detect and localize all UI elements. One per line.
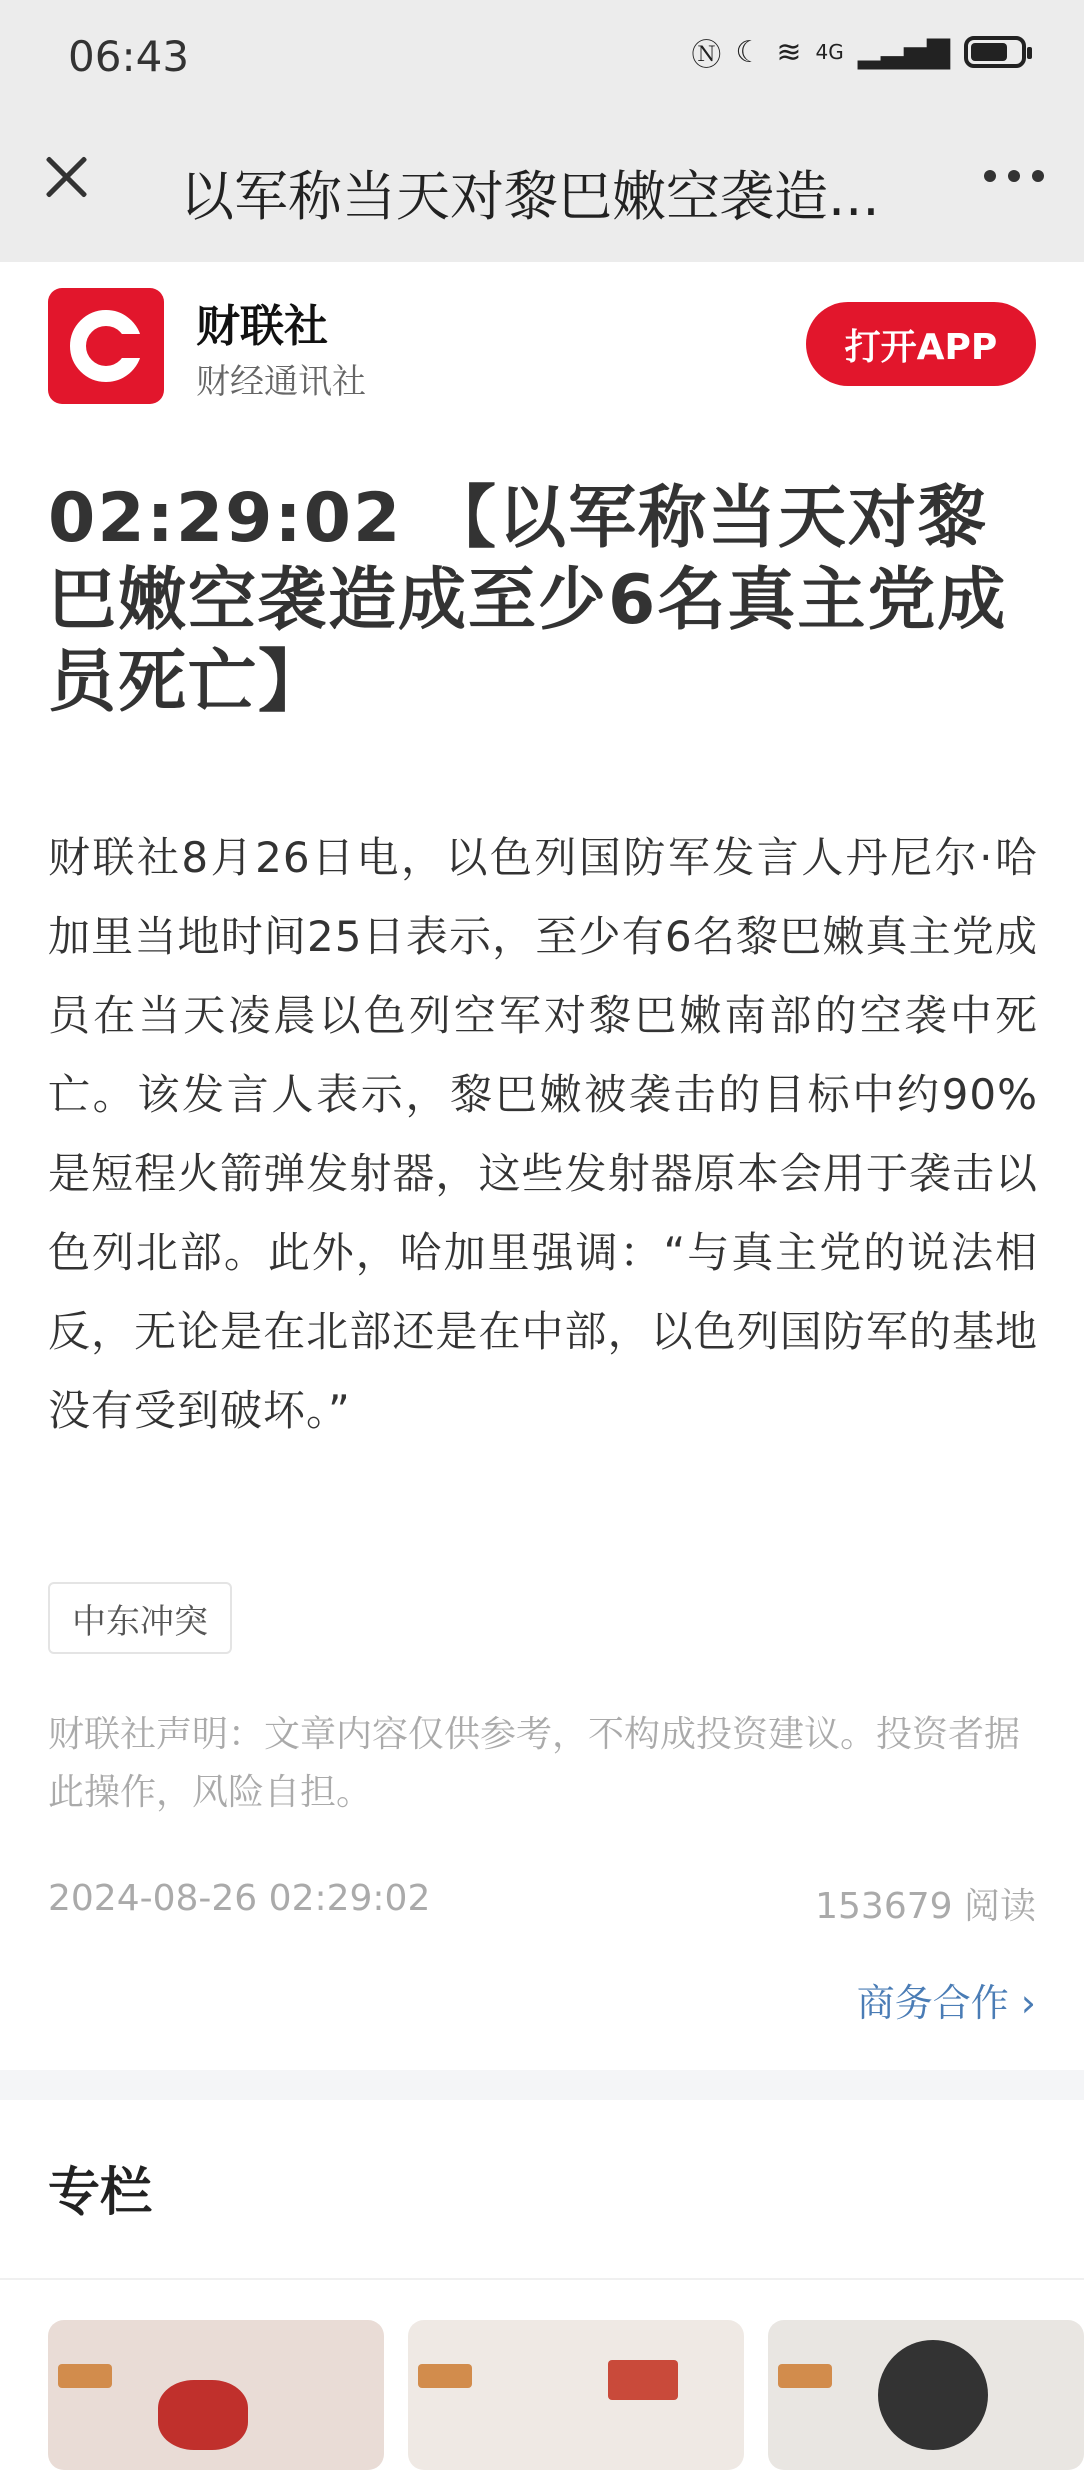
close-icon[interactable] — [36, 146, 96, 206]
article-body: 财联社8月26日电，以色列国防军发言人丹尼尔·哈加里当地时间25日表示，至少有6名黎巴嫩真主党成员在当天凌晨以色列空军对黎巴嫩南部的空袭中死亡。该发言人表示，黎巴嫩被袭击的目标中约90%是短程火箭弹发射器，这些发射器原本会用于袭击以色列北部。此外，哈加里强调：“与真主党的说法相反，无论是在北部还是在中部，以色列国防军的基地没有受到破坏。” — [48, 833, 1038, 1435]
status-icons — [691, 30, 1026, 74]
page-title: 以军称当天对黎巴嫩空袭造... — [180, 165, 880, 228]
top-nav-bar — [0, 110, 1084, 262]
business-cooperation-link[interactable]: 商务合作 › — [856, 1981, 1036, 2025]
open-app-button[interactable]: 打开APP — [806, 302, 1036, 386]
column-card[interactable] — [48, 2320, 384, 2470]
column-card[interactable] — [408, 2320, 744, 2470]
section-divider — [0, 2070, 1084, 2100]
publisher-subtitle: 财经通讯社 — [196, 362, 366, 402]
signal-icon: ▂▃▅▇ — [857, 34, 950, 70]
topic-tag[interactable]: 中东冲突 — [48, 1582, 232, 1654]
read-count: 153679 阅读 — [815, 1886, 1036, 1927]
nfc-icon: Ⓝ — [691, 38, 722, 73]
status-bar — [0, 0, 1084, 110]
wifi-icon: ≋ — [776, 34, 802, 70]
publisher-logo — [48, 288, 164, 404]
moon-icon: ☾ — [735, 34, 763, 70]
column-card[interactable] — [768, 2320, 1084, 2470]
columns-section-title: 专栏 — [48, 2163, 153, 2223]
article-headline: 02:29:02 【以军称当天对黎巴嫩空袭造成至少6名真主党成员死亡】 — [48, 479, 1008, 722]
publisher-name: 财联社 — [196, 301, 328, 352]
disclaimer-text: 财联社声明：文章内容仅供参考，不构成投资建议。投资者据此操作，风险自担。 — [48, 1714, 1021, 1813]
divider — [0, 2278, 1084, 2280]
more-options-icon[interactable] — [984, 170, 1044, 182]
battery-icon — [964, 36, 1026, 68]
network-label: 4G — [815, 40, 844, 64]
status-time: 06:43 — [68, 32, 190, 81]
publish-date: 2024-08-26 02:29:02 — [48, 1878, 431, 1919]
